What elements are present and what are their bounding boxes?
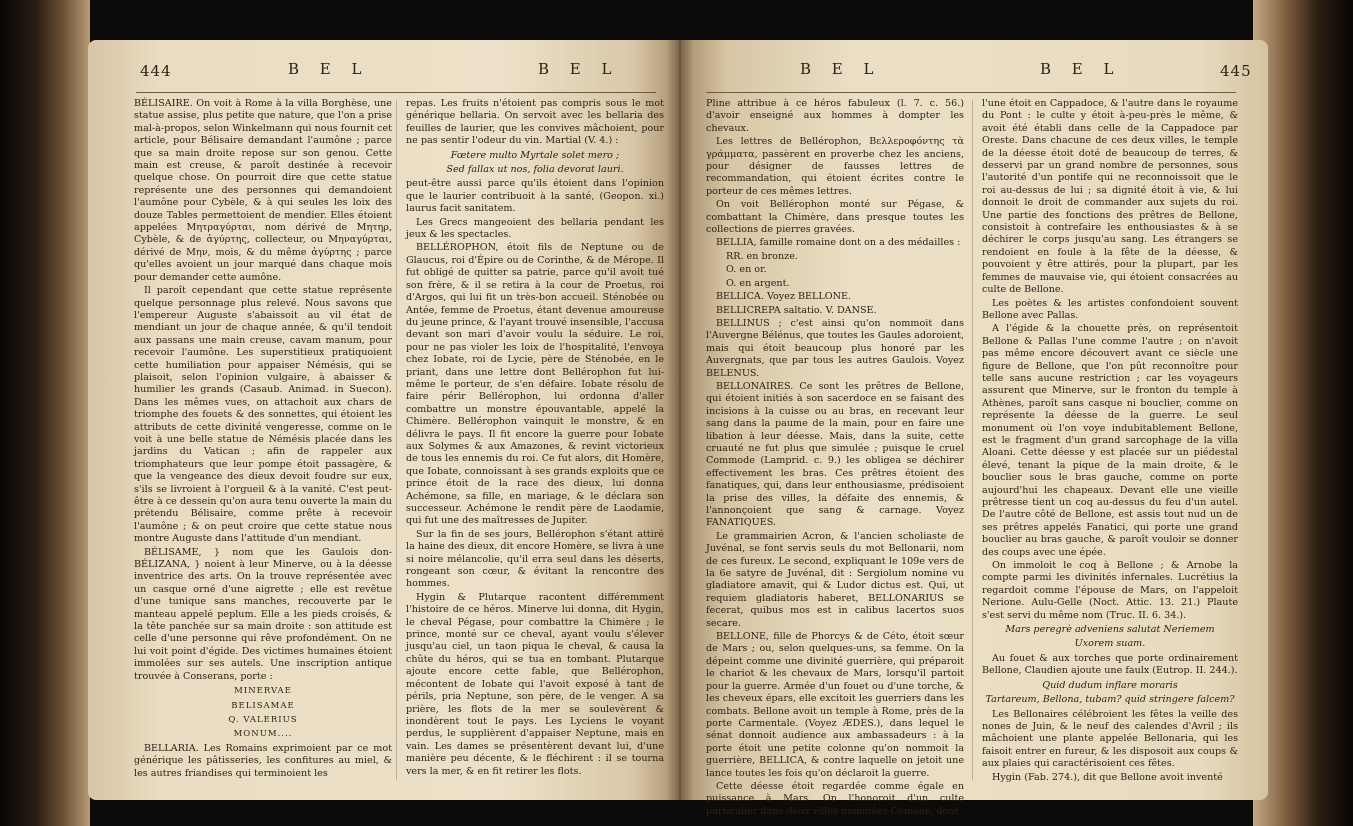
inscription-line: BELISAMAE — [231, 700, 295, 711]
paragraph: Le grammairien Acron, & l'ancien scholiaste de Juvénal, se font servis seuls du mot Bellonarii, nom de ces fureux. Le second, expliquant le 109e vers de la 6e satyre de Juvénal, dit : Sergiolum nomine vu gladiatore amavit, qui & Ludor dictus est. Qui, ut requiem gladiatoris haberet, BELLONARIUS se fecerat, quibus mos est in calibus lacertos suos secare. — [706, 530, 964, 629]
paragraph: Les lettres de Bellérophon, Βελλεροφόντης τὰ γράμματα, passèrent en proverbe chez les anciens, pour désigner de fausses lettres de recommandation, qui étoient écrites contre le porteur de ces mêmes lettres. — [706, 136, 964, 197]
paragraph: Au fouet & aux torches que porte ordinairement Bellone, Claudien ajoute une faulx (Eutrop. II. 244.). — [982, 652, 1238, 677]
medal-item: RR. en bronze. — [726, 250, 798, 262]
left-header-rule — [136, 92, 656, 93]
verse-line: Uxorem suam. — [1074, 638, 1146, 650]
entry-bellica: BELLICA. Voyez BELLONE. — [716, 291, 852, 303]
paragraph: Les poètes & les artistes confondoient souvent Bellone avec Pallas. — [982, 297, 1238, 321]
verse-line: Mars peregrè adveniens salutat Neriemem — [1005, 624, 1215, 636]
right-page — [680, 40, 1268, 817]
left-page — [88, 40, 680, 800]
left-header-col1: B E L — [288, 60, 370, 78]
right-page-edges — [1253, 0, 1353, 826]
entry-bellinus: BELLINUS ; c'est ainsi qu'on nommoit dans l'Auvergne Bélénus, que toutes les Gaules adoroient, mais qui étoit beaucoup plus honoré par les Auvergnats, que par tous les autres Gaulois. Voyez BELENUS. — [706, 317, 964, 379]
medal-item: O. en argent. — [726, 277, 790, 289]
paragraph: A l'égide & la chouette près, on représentoit Bellone & Pallas l'une comme l'autre ; on n'avoit pas même encore découvert avant ce siècle une figure de Bellone, que l'on pût reconnoître pour telle sans aucune restriction ; car les voyageurs assurent que Minerve, sur le fronton du temple à Athènes, paroît sans casque ni bouclier, comme on représente la déesse de la guerre. Le seul monument où l'on voye indubitablement Bellone, est le fragment d'un grand sarcophage de la villa Aloani. Cette déesse y est placée sur un piédestal élevé, tenant la pique de la main droite, & le bouclier sous le bras gauche, comme on porte aujourd'hui les chapeaux. Devant elle une vieille prêtresse tient un coq au-dessus du feu d'un autel. De l'autre côté de Bellone, est assis tout nud un de ses prêtres appelés Fanatici, qui porte une grand bouclier au bras gauche, & paroît vouloir se donner des coups avec une épée. — [982, 323, 1238, 558]
entry-belisaire: BÉLISAIRE. On voit à Rome à la villa Borghèse, une statue assise, plus petite que nature, que l'on a prise mal-à-propos, selon Winkelmann qui nous fournit cet article, pour Bélisaire demandant l'aumône ; parce que sa main droite repose sur son genou. Cette main est creuse, & paroît destinée à recevoir quelque chose. On pourroit dire que cette statue représente une des personnes qui demandoient l'aumône pour Cybèle, & à qui seules les loix des douze Tables permettoient de mendier. Elles étoient appelées Μητραγύρται, nom dérivé de Μητηρ, Cybèle, & de ἀγύρτης, collecteur, ou Μηναγύρται, dérivé de Μην, mois, & du même ἀγύρτης ; parce qu'elles avoient un jour marqué dans chaque mois pour demander cette aumône. — [134, 98, 392, 283]
paragraph: Hygin (Fab. 274.), dit que Bellone avoit inventé — [992, 771, 1223, 783]
entry-bellaria-cont: repas. Les fruits n'étoient pas compris sous le mot générique bellaria. On servoit avec les bellaria des feuilles de laurier, que les convives mâchoient, pour ne pas sentir l'odeur du vin. Martial (V. 4.) : — [406, 98, 664, 147]
right-header-rule — [706, 92, 1236, 93]
right-column-2 — [982, 98, 1238, 788]
book-gutter — [666, 40, 694, 800]
inscription-line: MINERVAE — [234, 686, 292, 697]
entry-belisame: BÉLISAME, } nom que les Gaulois don- BÉLIZANA, } noient à leur Minerve, ou à la déesse inventrice des arts. On la trouve représentée avec un casque orné d'une aigrette ; elle est revêtue d'une tunique sans manches, recouverte par le manteau appelé peplum. Elle a les pieds croisés, & la tête panchée sur sa main droite : son attitude est celle d'une personne qui rêve profondément. On ne lui voit point d'égide. Des victimes humaines étoient immolées sur ses autels. Une inscription antique trouvée à Conserans, porte : — [134, 546, 392, 682]
entry-bellaria: BELLARIA. Les Romains exprimoient par ce mot générique les pâtisseries, les confitures au miel, & les autres friandises qui terminoient les — [134, 742, 392, 779]
inscription-line: Q. VALERIUS — [228, 714, 298, 725]
entry-belisaire-cont: Il paroît cependant que cette statue représente quelque personnage plus relevé. Nous savons que l'empereur Auguste s'abaissoit au vil état de mendiant un jour de chaque année, & qu'il tendoit aux passans une main creuse, cavam manum, pour recevoir l'aumône. Les superstitieux pratiquoient cette humiliation pour appaiser Némésis, qui se plaisoit, selon l'opinion vulgaire, à abaisser & humilier les grands (Casaub. Animad. in Suecon). Dans les mêmes vues, on attachoit aux chars de triomphe des fouets & des sonnettes, qui étoient les attributs de cette divinité vengeresse, comme on le voit à une belle statue de Némésis placée dans les jardins du Vatican ; afin de rappeler aux triomphateurs que leur pompe étoit passagère, & que la vengeance des dieux devoit foudre sur eux, s'ils se livroient à l'orgueil & à la vanité. C'est peut-être à ce dessein qu'on aura tenu ouverte la main du prétendu Bélisaire, comme prête à recevoir l'aumône ; & on peut croire que cette statue nous montre Auguste dans l'attitude d'un mendiant. — [134, 285, 392, 545]
left-page-number: 444 — [140, 62, 172, 80]
paragraph: Sur la fin de ses jours, Bellérophon s'étant attiré la haine des dieux, dit encore Homère, se livra à une si noire mélancolie, qu'il erra seul dans les déserts, rongeant son cœur, & évitant la rencontre des hommes. — [406, 528, 664, 590]
paragraph: Hygin & Plutarque racontent différemment l'histoire de ce héros. Minerve lui donna, dit Hygin, le cheval Pégase, pour combattre la Chimère ; le prince, monté sur ce cheval, ayant voulu s'élever jusqu'au ciel, un taon piqua le cheval, & causa la chûte du héros, qui se tua en tombant. Plutarque ajoute encore cette fable, que Bellérophon, mécontent de Iobate qui l'avoit exposé à tant de périls, pria Neptune, son père, de le venger. A sa prière, les flots de la mer se soulevèrent & inondèrent tout le pays. Les Lyciens le voyant perdus, le supplièrent d'appaiser Neptune, mais en vain. Les dames se présentèrent devant lui, d'une manière peu décente, & le fléchirent : il se tourna vers la mer, & en fit retirer les flots. — [406, 591, 664, 777]
entry-bellerophon: BELLÉROPHON, étoit fils de Neptune ou de Glaucus, roi d'Épire ou de Corinthe, & de Mérope. Il fut obligé de quitter sa patrie, parce qu'il avoit tué son frère, & il se retira à la cour de Proetus, roi d'Argos, qui lui fit un très-bon accueil. Sténobée ou Antée, femme de Proetus, étant devenue amoureuse du jeune prince, & l'ayant trouvé insensible, l'accusa devant son mari d'avoir voulu la séduire. Le roi, pour ne pas violer les loix de l'hospitalité, l'envoya chez Iobate, roi de Lycie, père de Sténobée, en le priant, dans une lettre dont Bellérophon fut lui-même le porteur, de s'en défaire. Iobate résolu de faire périr Bellérophon, lui ordonna d'aller combattre un monstre épouvantable, appelé la Chimère. Bellérophon vainquit le monstre, & en délivra le pays. Il fit encore la guerre pour Iobate aux Solymes & aux Amazones, & revint victorieux de tous les ennemis du roi. Ce fut alors, dit Homère, que Iobate, connoissant à ses grands exploits que ce prince étoit de la race des dieux, lui donna Achémone, sa fille, en mariage, & le déclara son successeur. Achémone le rendit père de Laodamie, qui fut une des maîtresses de Jupiter. — [406, 242, 665, 527]
right-column-divider — [972, 100, 973, 780]
paragraph: peut-être aussi parce qu'ils étoient dans l'opinion que le laurier contribuoit à la santé, (Geopon. xi.) laurus facit sanitatem. — [406, 178, 664, 215]
left-header-col2: B E L — [538, 60, 620, 78]
verse-line: Tartareum, Bellona, tubam? quid stringere falcem? — [985, 694, 1235, 706]
medal-item: O. en or. — [726, 264, 767, 276]
entry-bellone: BELLONE, fille de Phorcys & de Céto, étoit sœur de Mars ; ou, selon quelques-uns, sa femme. On la dépeint comme une divinité guerrière, qui préparoit le chariot & les chevaux de Mars, lorsqu'il partoit pour la guerre. Armée d'un fouet ou d'une torche, & les cheveux épars, elle excitoit les guerriers dans les combats. Bellone avoit un temple à Rome, près de la porte Carmentale. (Voyez ÆDES.), dans lequel le sénat donnoit audience aux ambassadeurs : à la porte étoit une petite colonne qu'on nommoit la guerrière, BELLICA, & contre laquelle on jetoit une lance toutes les fois qu'on déclaroit la guerre. — [706, 631, 964, 779]
left-page-edges — [0, 0, 90, 826]
verse-line: Fœtere multo Myrtale solet mero ; — [450, 149, 620, 161]
right-header-col2: B E L — [1040, 60, 1122, 78]
right-header-col1: B E L — [800, 60, 882, 78]
paragraph: Les Bellonaires célébroient les fêtes la veille des nones de Juin, & le neuf des calendes d'Avril ; ils mâchoient une plante appelée Bellonaria, qui les faisoit entrer en fureur, & les disposoit aux coups & aux plaies qui caractérisoient ces fêtes. — [982, 708, 1238, 770]
paragraph: l'une étoit en Cappadoce, & l'autre dans le royaume du Pont : le culte y étoit à-peu-près le même, & avoit été établi dans celle de la Cappadoce par Oreste. Dans chacune de ces deux villes, le temple de la déesse étoit doté de beaucoup de terres, & desservi par un grand nombre de personnes, sous l'autorité d'un pontife qui ne reconnoissoit que le roi au-dessus de lui ; sa dignité étoit à vie, & lui donnoit le droit de commander aux sujets du roi. Une partie des fonctions des prêtres de Bellone, consistoit à contrefaire les enthousiastes & à se déchirer le corps jusqu'au sang. Les étrangers se rendoient en foule à la fête de la déesse, & pouvoient y être attirés, pour la plupart, par les femmes de mauvaise vie, qui étoient consacrées au culte de Bellone. — [982, 98, 1238, 296]
paragraph: On immoloit le coq à Bellone ; & Arnobe la compte parmi les divinités infernales. Lucrétius la regardoit comme l'épouse de Mars, on l'appeloit Nerione. Aulu-Gelle (Noct. Attic. 13. 21.) Plaute s'est servi du même nom (Truc. II. 6. 34.). — [982, 560, 1238, 621]
right-page-number: 445 — [1220, 62, 1252, 80]
right-column-1 — [706, 98, 964, 817]
entry-bellia: BELLIA, famille romaine dont on a des médailles : — [716, 237, 961, 249]
paragraph: Pline attribue à ce héros fabuleux (l. 7. c. 56.) d'avoir enseigné aux hommes à dompter les chevaux. — [706, 98, 964, 134]
left-column-divider — [396, 100, 397, 780]
left-column-1 — [134, 98, 392, 788]
verse-line: Sed fallax ut nos, folia devorat lauri. — [446, 164, 624, 176]
verse-line: Quid dudum inflare moraris — [1042, 679, 1178, 691]
inscription-line: MONUM.... — [233, 729, 293, 740]
paragraph: On voit Bellérophon monté sur Pégase, & combattant la Chimère, dans presque toutes les collections de pierres gravées. — [706, 199, 964, 236]
paragraph: Cette déesse étoit regardée comme égale en puissance à Mars. On l'honoroit d'un culte particulier dans deux villes nommées Comane, dont — [706, 780, 964, 817]
entry-bellonaires: BELLONAIRES. Ce sont les prêtres de Bellone, qui étoient initiés à son sacerdoce en se faisant des incisions à la cuisse ou au bras, en recevant leur sang dans la paume de la main, pour en faire une libation à leur déesse. Mais, dans la suite, cette cruauté ne fut plus que simulée ; puisque le cruel Commode (Lamprid. c. 9.) les obligea se déchirer effectivement les bras. Ces prêtres étoient des fanatiques, qui, dans leur enthousiasme, prédisoient la prise des villes, la défaite des ennemis, & l'annonçoient que sang & carnage. Voyez FANATIQUES. — [706, 380, 964, 529]
entry-bellicrepa: BELLICREPA saltatio. V. DANSE. — [716, 304, 877, 316]
left-column-2 — [406, 98, 664, 788]
paragraph: Les Grecs mangeoient des bellaria pendant les jeux & les spectacles. — [406, 216, 664, 241]
